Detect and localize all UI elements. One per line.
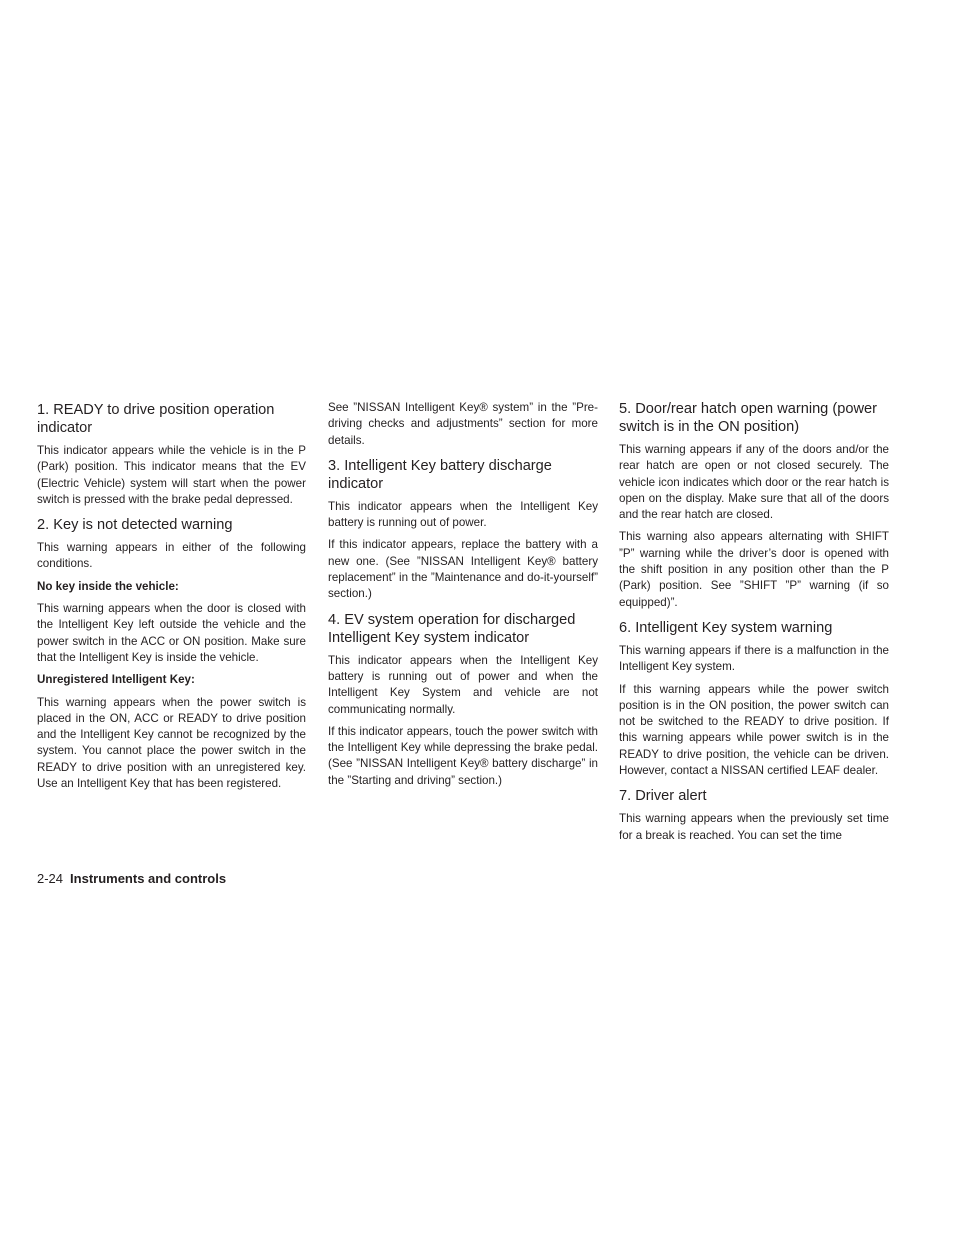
paragraph: This warning appears when the previously set time for a break is reached. You can set the time [619,812,889,842]
column-right [619,400,889,850]
section-heading: 3. Intelligent Key battery discharge indicator [328,457,552,492]
section-ev-system-operation-indicator [328,611,598,789]
section-intelligent-key-warning [619,619,889,779]
paragraph: This warning appears if any of the doors and/or the rear hatch are open or not closed securely. The vehicle icon indicates which door or the rear hatch is open on the display. Make sure that all of the doors and the rear hatch are closed. [619,443,889,522]
subheading: Unregistered Intelligent Key: [37,673,195,687]
paragraph: This indicator appears when the Intelligent Key battery is running out of power and when the Intelligent Key System and vehicle are not communicating normally. [328,653,598,716]
paragraph: This warning appears when the power switch is placed in the ON, ACC or READY to drive position and the Intelligent Key cannot be recognized by the system. You cannot place the power switch in the READY to drive position with an unregistered key. Use an Intelligent Key that has been registered. [37,695,306,791]
section-heading: 6. Intelligent Key system warning [619,619,833,636]
section-ready-indicator [37,401,306,508]
paragraph: If this indicator appears, touch the power switch with the Intelligent Key while depressing the brake pedal. (See ”NISSAN Intelligent Key® battery discharge” in the ”Starting and driving” section.) [328,724,598,787]
column-middle [328,400,598,795]
section-door-open-warning [619,400,889,611]
paragraph: This warning appears in either of the following conditions. [37,541,306,571]
footer-section-title: Instruments and controls [70,871,227,886]
paragraph: If this warning appears while the power switch position is in the ON position, the power switch can not be switched to the READY to drive position. If this warning appears while power switch is in the READY to drive position, the vehicle can be driven. However, contact a NISSAN certified LEAF dealer. [619,682,889,778]
page-footer [37,871,226,887]
section-heading: 1. READY to drive position operation indicator [37,402,275,436]
section-driver-alert [619,787,889,844]
paragraph: This warning appears if there is a malfunction in the Intelligent Key system. [619,643,889,674]
column-left [37,400,306,798]
paragraph: If this indicator appears, replace the battery with a new one. (See ”NISSAN Intelligent Key® battery replacement” in the ”Maintenance and do-it-yourself” section.) [328,538,598,601]
section-heading: 5. Door/rear hatch open warning (power switch is in the ON position) [619,401,877,435]
page-number: 2-24 [37,871,64,886]
section-heading: 2. Key is not detected warning [37,517,233,534]
paragraph: This indicator appears when the Intelligent Key battery is running out of power. [328,499,598,530]
section-heading: 7. Driver alert [619,788,707,805]
subheading: No key inside the vehicle: [37,579,179,593]
paragraph: This warning appears when the door is closed with the Intelligent Key left outside the vehicle and the power switch in the ACC or ON position. Make sure that the Intelligent Key is inside the vehicle. [37,602,306,664]
section-battery-discharge-indicator [328,457,598,603]
paragraph: See ”NISSAN Intelligent Key® system” in the ”Pre-driving checks and adjustments” section for more details. [328,401,598,447]
paragraph: This warning also appears alternating with SHIFT ”P” warning while the driver’s door is opened with the shift position in any position other than the P (Park) position. See ”SHIFT ”P” warning (if so equipped)”. [619,530,889,609]
section-heading: 4. EV system operation for discharged Intelligent Key system indicator [328,611,576,646]
paragraph: This indicator appears while the vehicle is in the P (Park) position. This indicator means that the EV (Electric Vehicle) system will start when the power switch is pressed with the brake pedal depressed. [37,444,306,506]
section-key-not-detected [37,516,306,792]
